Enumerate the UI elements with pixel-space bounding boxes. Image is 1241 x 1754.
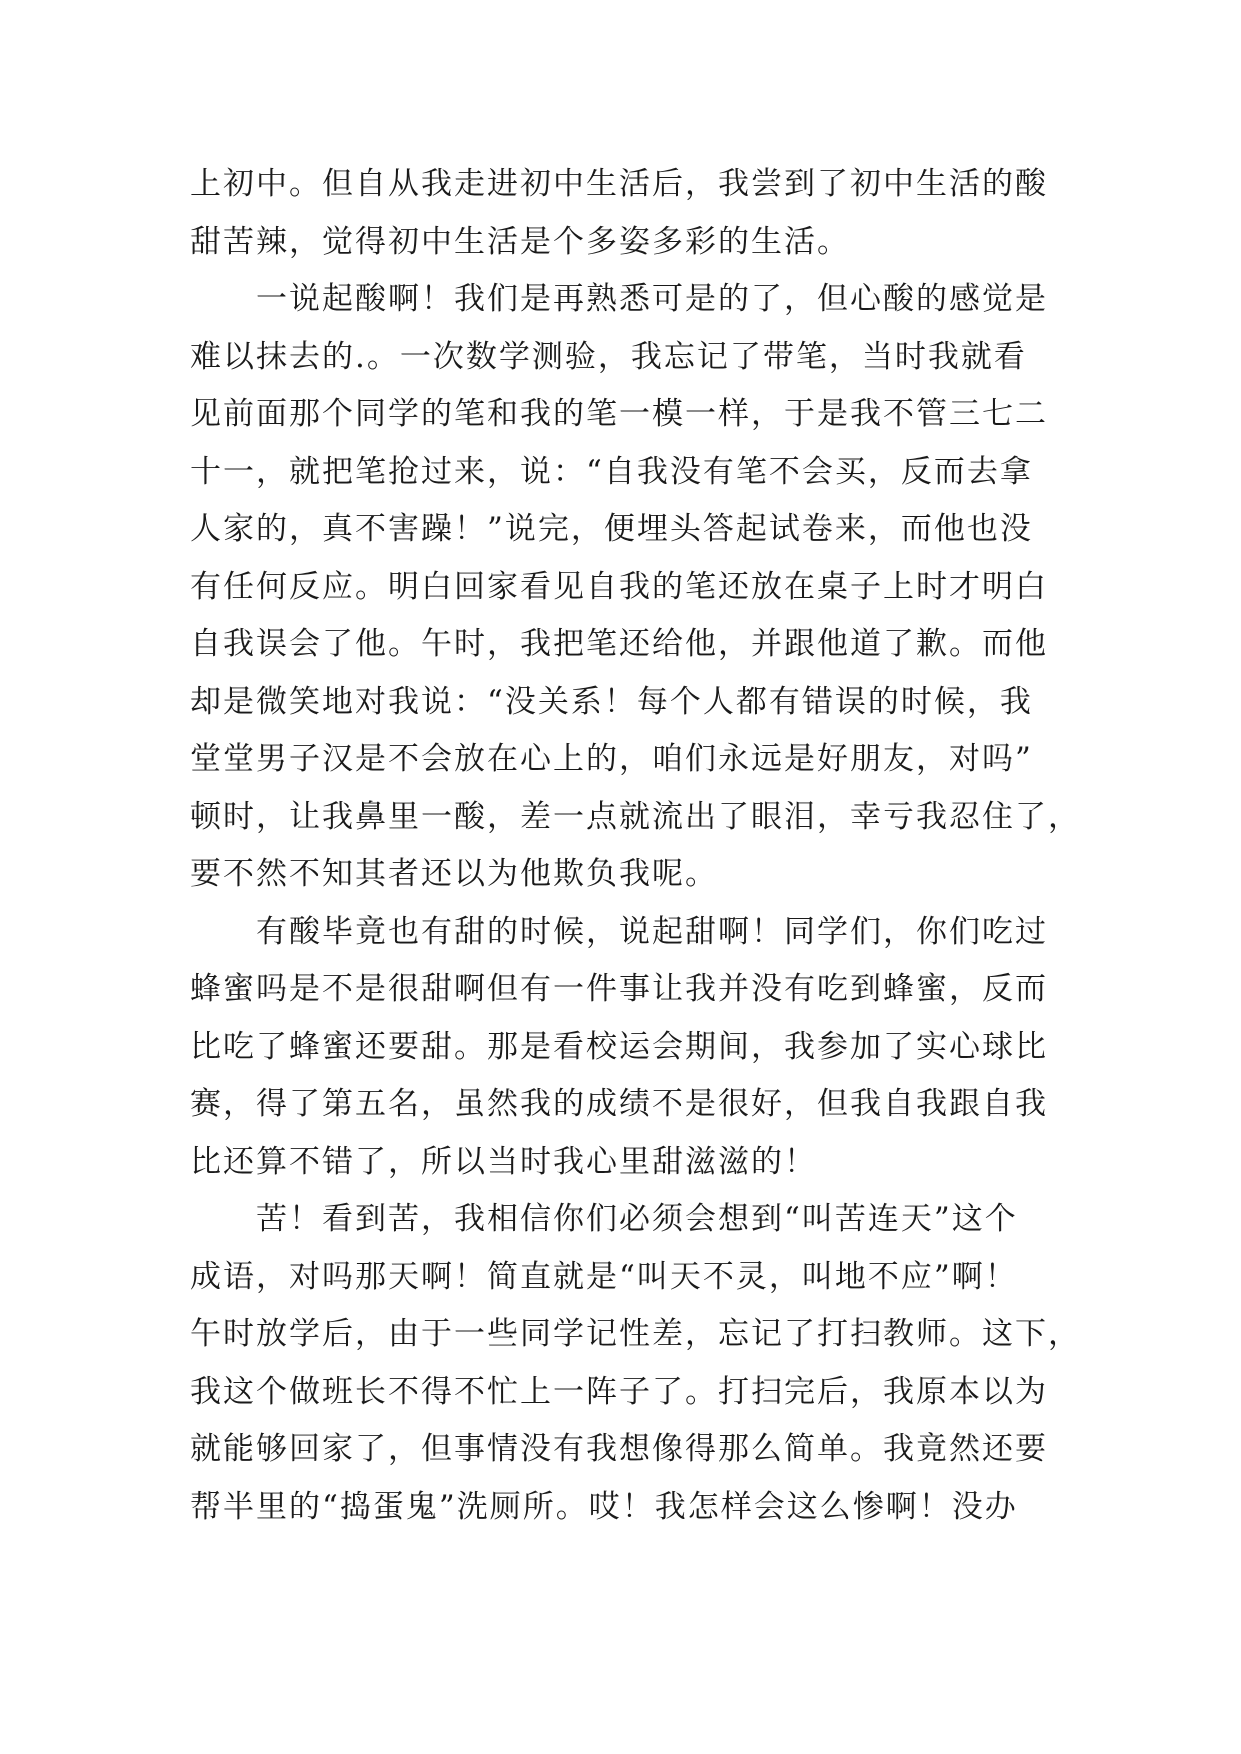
paragraph-4 [190, 1191, 1081, 1536]
text-line: 我这个做班长不得不忙上一阵子了。打扫完后，我原本以为 [190, 1373, 1048, 1410]
text-line: 成语，对吗那天啊！简直就是“叫天不灵，叫地不应”啊！ [190, 1258, 1018, 1295]
paragraph-3 [190, 904, 1050, 1192]
text-line: 上初中。但自从我走进初中生活后，我尝到了初中生活的酸 [190, 166, 1048, 202]
paragraph-1 [190, 156, 1050, 271]
text-line: 甜苦辣，觉得初中生活是个多姿多彩的生活。 [190, 223, 850, 260]
text-line: 要不然不知其者还以为他欺负我呢。 [190, 856, 718, 892]
text-line: 比吃了蜂蜜还要甜。那是看校运会期间，我参加了实心球比 [190, 1028, 1048, 1065]
text-line: 却是微笑地对我说：“没关系！每个人都有错误的时候，我 [190, 683, 1033, 720]
text-line: 见前面那个同学的笔和我的笔一模一样，于是我不管三七二 [190, 396, 1048, 432]
text-line: 难以抹去的.。一次数学测验，我忘记了带笔，当时我就看 [190, 338, 1027, 375]
text-line: 蜂蜜吗是不是很甜啊但有一件事让我并没有吃到蜂蜜，反而 [190, 971, 1048, 1007]
text-line: 自我误会了他。午时，我把笔还给他，并跟他道了歉。而他 [190, 626, 1048, 662]
text-line: 有酸毕竟也有甜的时候，说起甜啊！同学们，你们吃过 [256, 913, 1048, 950]
text-line: 帮半里的“捣蛋鬼”洗厕所。哎！我怎样会这么惨啊！没办 [190, 1488, 1018, 1525]
text-line: 一说起酸啊！我们是再熟悉可是的了，但心酸的感觉是 [256, 281, 1048, 317]
text-line: 堂堂男子汉是不会放在心上的，咱们永远是好朋友，对吗” [190, 741, 1033, 777]
text-line: 比还算不错了，所以当时我心里甜滋滋的！ [190, 1143, 817, 1180]
article-body [190, 156, 1081, 1536]
text-line: 午时放学后，由于一些同学记性差，忘记了打扫教师。这下， [190, 1316, 1081, 1352]
text-line: 苦！看到苦，我相信你们必须会想到“叫苦连天”这个 [256, 1201, 1018, 1237]
text-line: 人家的，真不害躁！”说完，便埋头答起试卷来，而他也没 [190, 511, 1033, 547]
text-line: 十一，就把笔抢过来，说：“自我没有笔不会买，反而去拿 [190, 453, 1033, 490]
text-line: 赛，得了第五名，虽然我的成绩不是很好，但我自我跟自我 [190, 1086, 1048, 1122]
text-line: 就能够回家了，但事情没有我想像得那么简单。我竟然还要 [190, 1431, 1048, 1467]
text-line: 有任何反应。明白回家看见自我的笔还放在桌子上时才明白 [190, 568, 1048, 605]
text-line: 顿时，让我鼻里一酸，差一点就流出了眼泪，幸亏我忍住了， [190, 798, 1081, 835]
paragraph-2 [190, 271, 1081, 904]
